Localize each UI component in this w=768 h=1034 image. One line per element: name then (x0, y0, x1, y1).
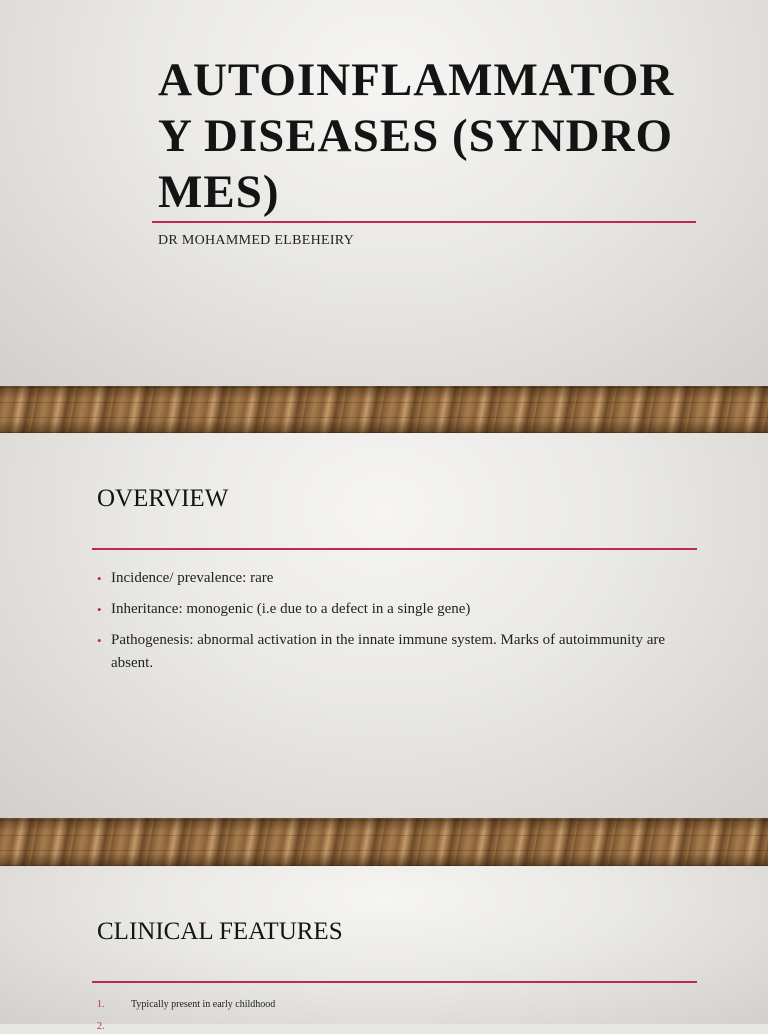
heading-divider (92, 548, 697, 550)
numbered-list: 1. Typically present in early childhood 2. (97, 998, 697, 1020)
list-item: • Inheritance: monogenic (i.e due to a defect in a single gene) (97, 598, 697, 621)
bullet-icon: • (97, 633, 102, 648)
slide-subtitle: DR MOHAMMED ELBEHEIRY (158, 233, 355, 248)
heading-divider (92, 981, 697, 983)
wood-floor-divider (0, 818, 768, 866)
bullet-icon: • (97, 571, 102, 586)
wood-floor-divider (0, 386, 768, 433)
list-item: • Incidence/ prevalence: rare (97, 567, 697, 590)
title-divider (152, 221, 696, 223)
title-slide (0, 0, 768, 386)
slide-heading: OVERVIEW (97, 485, 229, 512)
list-item: • Pathogenesis: abnormal activation in the innate immune system. Marks of autoimmunity are absent. (97, 629, 697, 675)
list-item: 1. Typically present in early childhood (97, 999, 276, 1010)
bullet-icon: • (97, 602, 102, 617)
bullet-list (97, 567, 697, 683)
slide-heading: CLINICAL FEATURES (97, 918, 343, 945)
slide-title: AUTOINFLAMMATORY DISEASES (SYNDROMES) (158, 54, 675, 218)
